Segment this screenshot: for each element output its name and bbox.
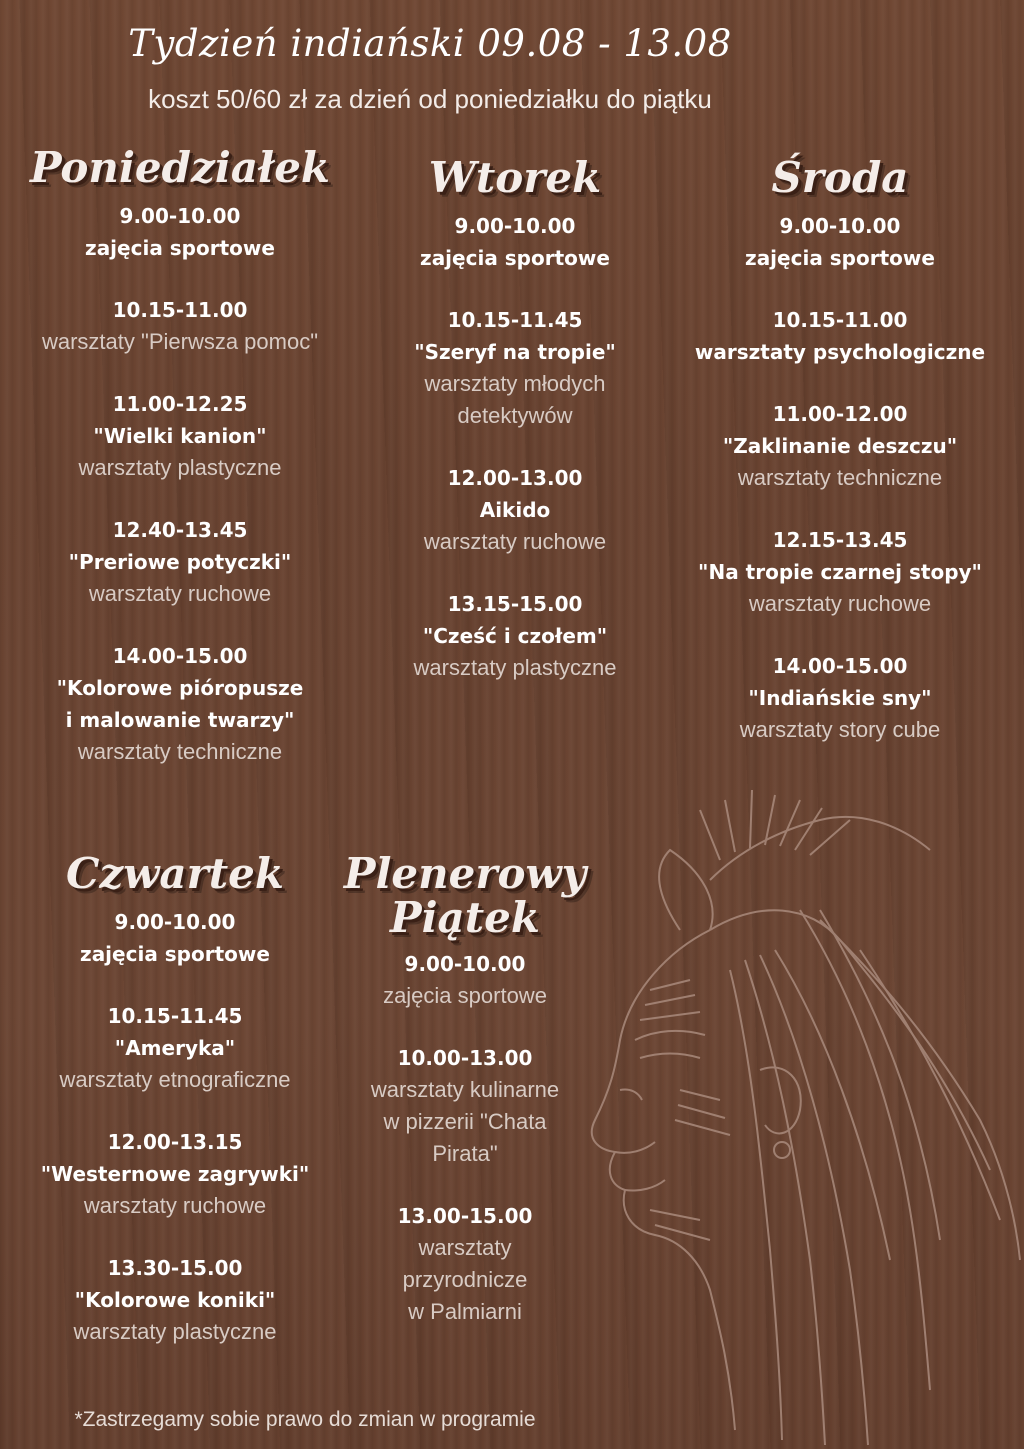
slot-time: 10.15-11.45 [447,308,583,333]
day-friday [320,849,610,1358]
slot-time: 13.15-15.00 [447,592,583,617]
slot-activity: "Szeryf na tropie" [414,340,616,365]
slot-description: warsztaty story cube [739,717,941,743]
schedule-slot [360,462,670,558]
day-name-friday-line1: Plenerowy [343,849,587,898]
slot-time: 10.15-11.00 [112,298,248,323]
slot-activity: "Kolorowe pióropusze [56,676,304,701]
slot-description: warsztaty ruchowe [748,591,932,617]
schedule-slot [670,524,1010,620]
schedule-slot [360,588,670,684]
slot-description: warsztaty ruchowe [88,581,272,607]
schedule-slot [670,650,1010,746]
page-title: Tydzień indiański 09.08 - 13.08 [128,22,732,65]
slot-description: warsztaty plastyczne [413,655,617,681]
schedule-slot [320,948,610,1012]
slot-description: warsztaty młodych [424,371,606,397]
slot-description: warsztaty ruchowe [83,1193,267,1219]
slot-time: 13.30-15.00 [107,1256,243,1281]
slot-description-line2: w pizzerii "Chata [383,1109,547,1135]
slot-activity-line2: i malowanie twarzy" [65,708,295,733]
slot-activity: zajęcia sportowe [745,246,935,271]
day-name-monday: Poniedziałek [29,143,331,192]
slot-time: 9.00-10.00 [119,204,241,229]
slot-activity: "Wielki kanion" [93,424,267,449]
slot-description: warsztaty plastyczne [78,455,282,481]
schedule-slot [670,210,1010,274]
schedule-slot [360,304,670,432]
schedule-slot [360,210,670,274]
slot-time: 12.00-13.15 [107,1130,243,1155]
slot-description-line3: Pirata" [432,1141,498,1167]
slot-description: warsztaty "Pierwsza pomoc" [41,329,319,355]
slot-time: 9.00-10.00 [454,214,576,239]
schedule-slot [20,388,340,484]
footnote: *Zastrzegamy sobie prawo do zmian w programie [74,1408,536,1431]
slot-time: 11.00-12.00 [772,402,908,427]
slot-activity: "Westernowe zagrywki" [40,1162,310,1187]
slot-activity: "Cześć i czołem" [422,624,608,649]
slot-activity: "Na tropie czarnej stopy" [698,560,982,585]
slot-time: 11.00-12.25 [112,392,248,417]
day-name-friday-line2: Piątek [390,893,540,943]
schedule-slot [320,1042,610,1170]
schedule-slot [20,906,330,970]
day-wednesday [670,153,1010,776]
schedule-slot [670,398,1010,494]
schedule-slot [320,1200,610,1328]
slot-description: warsztaty ruchowe [423,529,607,555]
schedule-slot [20,1126,330,1222]
slot-time: 9.00-10.00 [779,214,901,239]
slot-time: 10.00-13.00 [397,1046,533,1071]
schedule-slot [20,294,340,358]
slot-description: zajęcia sportowe [383,983,547,1009]
schedule-slot [20,1252,330,1348]
slot-activity: "Indiańskie sny" [748,686,932,711]
schedule-slot [670,304,1010,368]
slot-activity: warsztaty psychologiczne [694,340,986,365]
slot-activity: zajęcia sportowe [420,246,610,271]
slot-time: 12.15-13.45 [772,528,908,553]
schedule-slot [20,640,340,768]
slot-description-line2: detektywów [457,403,573,429]
day-thursday [20,849,330,1378]
slot-time: 14.00-15.00 [772,654,908,679]
day-monday [20,143,340,798]
slot-description-line2: przyrodnicze [402,1267,528,1293]
slot-time: 9.00-10.00 [404,952,526,977]
slot-description-line3: w Palmiarni [408,1299,522,1325]
slot-time: 13.00-15.00 [397,1204,533,1229]
slot-activity: "Preriowe potyczki" [68,550,292,575]
slot-description: warsztaty techniczne [77,739,283,765]
day-name-thursday: Czwartek [66,849,284,898]
slot-description: warsztaty plastyczne [73,1319,277,1345]
day-name-friday [320,849,610,943]
slot-activity: "Ameryka" [114,1036,236,1061]
slot-activity: zajęcia sportowe [85,236,275,261]
native-american-portrait-illustration [560,790,1024,1449]
slot-activity: "Zaklinanie deszczu" [722,434,958,459]
slot-time: 12.00-13.00 [447,466,583,491]
slot-activity: zajęcia sportowe [80,942,270,967]
schedule-slot [20,1000,330,1096]
day-tuesday [360,153,670,714]
slot-time: 14.00-15.00 [112,644,248,669]
slot-description: warsztaty etnograficzne [59,1067,291,1093]
slot-time: 9.00-10.00 [114,910,236,935]
slot-description: warsztaty [418,1235,512,1261]
day-name-tuesday: Wtorek [428,153,602,202]
slot-activity: "Kolorowe koniki" [74,1288,276,1313]
slot-activity: Aikido [479,498,551,523]
schedule-slot [20,514,340,610]
schedule-slot [20,200,340,264]
price-subtitle: koszt 50/60 zł za dzień od poniedziałku do piątku [148,84,712,114]
slot-description: warsztaty techniczne [737,465,943,491]
slot-time: 12.40-13.45 [112,518,248,543]
slot-description: warsztaty kulinarne [370,1077,560,1103]
day-name-wednesday: Środa [771,153,909,202]
slot-time: 10.15-11.00 [772,308,908,333]
slot-time: 10.15-11.45 [107,1004,243,1029]
